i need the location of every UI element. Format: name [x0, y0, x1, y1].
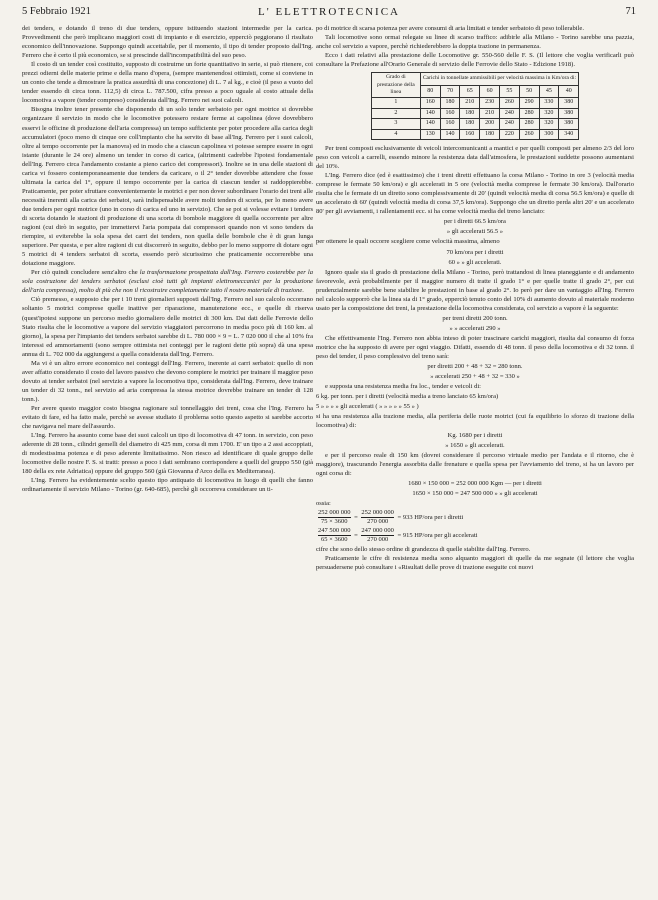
table-row [371, 108, 578, 118]
page-header [22, 6, 636, 22]
paragraph: L'Ing. Ferrero ha evidentemente scelto questo tipo antiquato di locomotiva in luogo di quelli che fanno ordinariamente il servizio Milano - Torino (gr. 640-685), perchè gli occorreva considerare un ti- [22, 477, 313, 494]
fraction-result: = 915 HP/ora per gli accelerati [397, 532, 478, 540]
paragraph: Ciò premesso, e supposto che per i 10 treni giornalieri supposti dall'Ing. Ferrero nel suo calcolo occorrano soltanto 5 motrici comprese quelle inattive per riparazione, manutenzione ecc., e quelle di riserva (quest'ipotesi suppone un percorso medio giornaliero delle motrici di 300 km. Dai dati delle Ferrovie dello Stato risulta che le locomotive a vapore del servizio viaggiatori percorrono in media poco più di 160 km. al giorno), la spesa per l'impianto dei tenders serbatoi sarebbe di L. 780 000 × 9 = L. 7 020 000 il che al 10% fra interessi ed ammortamenti (sono sempre ottimista nei conteggi per le ragioni dette più sopra) dà una spesa annua di L. 702 000 da aggiungersi a quella considerata dall'Ing. Ferrero. [22, 296, 313, 358]
equation-line: Kg. 1680 per i diretti [447, 432, 503, 440]
ossia-label: ossia: [316, 500, 331, 508]
journal-title: L' ELETTROTECNICA [258, 6, 400, 18]
table-cell: 210 [460, 98, 480, 108]
left-column [22, 24, 313, 892]
locomotive-load-table [371, 72, 579, 140]
speed-header: 50 [519, 85, 539, 98]
table-row [371, 98, 578, 108]
paragraph: L'Ing. Ferrero ha assunto come base dei suoi calcoli un tipo di locomotiva di 47 tonn. in servizio, con peso aderente di 28 tonn., cilindri gemelli del diametro di 425 mm, corsa di mm 1700. E' un tipo a 2 assi accoppiati, di modestissima potenza e di peso aderente limitatissimo. Non riesco ad identificare di quale gruppo delle locomotive delle nostre F. S. si tratti: presso a poco i dati sembrano corrispondere a quelli del gruppo 550 (già 180 della ex rete Adriatica) oppure del gruppo 560 (già Giovanna d'Arco della ex Mediterranea). [22, 432, 313, 476]
paragraph: L'Ing. Ferrero dice (ed è esattissimo) che i treni diretti effettuano la corsa Milano - Torino in ore 3 (velocità media comprese le fermate 50 km/ora) e gli accelerati in 5 ore (velocità media comprese le fermate 30 km/ora). Dall'orario risulta che le fermate di un diretto sono complessivamente di 20' (quindi velocità media di corsa 56.5 km/ora) e quelle di un accelerato di 60' (quindi velocità media di corsa 37,5 km/ora). Suppongo che un diretto perda altri 20' e un accelerato 80' per gli avviamenti, i rallentamenti ecc. si ha come velocità media del treno lanciato: [316, 172, 634, 216]
table-cell: 290 [519, 98, 539, 108]
paragraph: Ignoro quale sia il grado di prestazione della Milano - Torino, però trattandosi di linea pianeggiante e di andamento favorevole, avrà probabilmente per il maggior numero di tratte il grado 1° e per quelle tratte il grado 2°, per cui prudenzialmente sarebbe bene stabilire le prestazioni in base al grado 2°. Io però per dare un vantaggio all'Ing. Ferrero nel calcolo supporrò che la linea sia di 1° grado, epperciò tenuto conto del 10% di aumento dovuto al materiale moderno usato per la composizione dei treni, la prestazione della locomotiva considerata, col servizio a vapore è la seguente: [316, 268, 634, 312]
table-cell: 280 [519, 108, 539, 118]
grade-cell: 2 [371, 108, 420, 118]
table-cell: 380 [559, 98, 579, 108]
fraction [318, 527, 351, 544]
table-header-grade: Grado di prestazione della linea [371, 73, 420, 98]
table-cell: 160 [420, 98, 440, 108]
table-row [371, 129, 578, 139]
table-cell: 140 [420, 108, 440, 118]
fraction-equation: $\frac{252 000 000}{75 \times 3600}$ = $\frac{252 000 000}{270 000}$ = 933 HP/ora per i diretti [318, 509, 464, 526]
equation-line: » accelerati 250 + 48 + 32 = 330 » [430, 372, 520, 380]
equation-line: 1680 × 150 000 = 252 000 000 Kgm — per i diretti [408, 480, 542, 488]
speed-header: 70 [440, 85, 460, 98]
right-column [316, 24, 634, 892]
paragraph: Ecco i dati relativi alla prestazione delle Locomotive gr. 550-560 delle F. S. (Il lettore che voglia verificarli può consultare la Prefazione all'Orario Generale di servizio delle Ferrovie dello Stato - Edizione 1918). [316, 52, 634, 69]
paragraph: Ma vi è un altro errore economico nei conteggi dell'Ing. Ferrero, inerente ai carri serbatoi: quello di non aver affatto considerato il costo del lavoro passivo che devono compiere le motrici per trainare il maggior peso dovuto ai tender serbatoi (nel servizio a vapore la locomotiva tipo, considerata dall'Ing. Ferrero, deve trainare un tender di 32 tonn., nel servizio ad aria compressa la stessa motrice dovrebbe trainare un tender di 128 tonn.). [22, 359, 313, 403]
table-cell: 130 [420, 129, 440, 139]
equation-line: 70 km/ora per i diretti [446, 248, 504, 256]
equation-line: » » accelerati 290 » [449, 324, 501, 332]
equation-line: » gli accelerati 56.5 » [446, 228, 504, 236]
table-cell: 260 [499, 98, 519, 108]
table-cell: 140 [440, 129, 460, 139]
paragraph: cifre che sono dello stesso ordine di grandezza di quelle stabilite dall'Ing. Ferrero. [316, 546, 531, 554]
denominator: 270 000 [367, 518, 389, 526]
equation-line: 60 » » gli accelerati. [448, 258, 502, 266]
grade-cell: 4 [371, 129, 420, 139]
speed-header: 55 [499, 85, 519, 98]
fraction-result: = 933 HP/ora per i diretti [397, 514, 464, 522]
table-cell: 240 [499, 108, 519, 118]
table-cell: 340 [559, 129, 579, 139]
table-cell: 320 [539, 108, 559, 118]
numerator: 247 500 000 [318, 527, 351, 535]
table-cell: 330 [539, 98, 559, 108]
denominator: 75 × 3600 [321, 518, 348, 526]
table-cell: 180 [440, 98, 460, 108]
table-cell: 230 [480, 98, 500, 108]
table-cell: 180 [460, 119, 480, 129]
table-cell: 180 [460, 108, 480, 118]
issue-date: 5 Febbraio 1921 [22, 6, 91, 17]
denominator: 270 000 [367, 536, 389, 544]
table-row [371, 119, 578, 129]
equation-line: 1650 × 150 000 = 247 500 000 » » gli accelerati [412, 490, 538, 498]
paragraph-lead: Per ciò quindi concludere senz'altro che [31, 269, 140, 277]
numerator: 252 000 000 [361, 509, 394, 517]
table-cell: 160 [440, 108, 460, 118]
speed-header: 65 [460, 85, 480, 98]
paragraph: po di motrice di scarsa potenza per avere consumi di aria limitati e tender serbatoio di peso tollerabile. [316, 25, 584, 32]
paragraph: Praticamente le cifre di resistenza media sono alquanto maggiori di quelle da me segnate (il lettore che voglia persuadersene può consultare i «Risultati delle prove di trazione eseguite coi nuovi [316, 555, 634, 572]
speed-header: 60 [480, 85, 500, 98]
equation-line: per treni diretti 200 tonn. [442, 314, 508, 322]
table-cell: 200 [480, 119, 500, 129]
paragraph [22, 268, 313, 295]
paragraph: dei tenders, e dotando il treno di due tenders, oppure istituendo stazioni intermedie per la carica. Provvedimenti che però implicano maggiori costi di impianto e di esercizio, epperciò peggiorano il risultato economico dell'innovazione. Suppongo quindi accettabile, per il momento, il tipo di tender proposto dall'Ing. Ferrero che è certo il più economico, se si prescinde dall'incompatibilità del suo peso. [22, 25, 313, 60]
page-number: 71 [625, 6, 636, 17]
paragraph: si ha una resistenza alla trazione media, alla periferia delle ruote motrici (cui fa equilibrio lo sforzo di trazione della locomotiva) di: [316, 412, 634, 429]
equation-line: per i diretti 66.5 km/ora [444, 218, 506, 226]
equation-line: 5 » » » » gli accelerati ( » » » » » 55 » ) [316, 402, 419, 410]
paragraph: Per treni composti esclusivamente di veicoli intercomunicanti a mantici e per quelli composti per almeno 2/3 del loro peso con veicoli a carrelli, essendo minore la resistenza data dall'atmosfera, le prestazioni suddette possono aumentarsi del 10%. [316, 145, 634, 171]
equation-line: » 1650 » gli accelerati. [445, 442, 505, 450]
paragraph: Che effettivamente l'Ing. Ferrero non abbia inteso di poter trascinare carichi maggiori, risulta dal consumo di forza motrice che ha supposto di avere per ogni viaggio. Difatti, essendo di 48 tonn. il peso della locomotiva e di 32 tonn. il peso del tender, il peso complessivo del treno sarà: [316, 334, 634, 360]
table-cell: 240 [499, 119, 519, 129]
denominator: 65 × 3600 [321, 536, 348, 544]
table-cell: 380 [559, 119, 579, 129]
fraction [361, 509, 394, 526]
speed-header: 80 [420, 85, 440, 98]
italic-conclusion: la trasformazione prospettata dall'Ing. Ferrero costerebbe per la sola costruzione dei tenders serbatoi (esclusi cioè tutti gli impianti elettromeccanici per la produzione dell'aria compressa), molto di più che non il ricostruire completamente tutto il nostro materiale di trazione. [22, 269, 313, 295]
table-cell: 160 [440, 119, 460, 129]
paragraph: e supposta una resistenza media fra loc., tender e veicoli di: [325, 382, 481, 390]
table-cell: 180 [480, 129, 500, 139]
fraction-equation: $\frac{247 500 000}{65 \times 3600}$ = $\frac{247 000 000}{270 000}$ = 915 HP/ora per gli accelerati [318, 527, 478, 544]
paragraph: Il costo di un tender così costituito, supposto di costruirne un forte quantitativo in serie, si può ritenere, coi prezzi odierni delle materie prime e della mano d'opera, (sempre mantenendosi ottimisti, come si conviene in un conto che tende a dimostrare la pratica assurdità di una concezione) di L. 7 al kg., e cioè (il peso a vuoto del tender essendo di circa tonn. 112,5) di circa L. 787.500, cifra presso a poco uguale al costo attuale della locomotiva a vapore (tender compreso) considerata dall'Ing. Ferrero nei suoi calcoli. [22, 61, 313, 105]
table-cell: 380 [559, 108, 579, 118]
speed-header: 45 [539, 85, 559, 98]
fraction [318, 509, 351, 526]
paragraph: Bisogna inoltre tener presente che disponendo di un solo tender serbatoio per ogni motrice si dovrebbe organizzare il servizio in modo che le locomotive potessero restare ferme ai capolinea (dove dovrebbero esservi le officine di produzione dell'aria compressa) un tempo sufficiente per poter procedere alla carica degli accumulatori (poco meno di cinque ore coll'impianto che ha servito di base all'Ing. Ferrero per i suoi calcoli, oltre al tempo occorrente per la manovra) ed in modo che a ciascun capolinea vi potesse sempre essere in ogni istante (durante le 24 ore) almeno un tender in corso di carica, (altrimenti cadrebbe l'ipotesi fondamentale dell'Ing. Ferrero circa l'andamento costante a pieno carico dei compressori). Inoltre se in una delle stazioni di carica vi fossero contemporaneamente due tenders da caricare, o il 2° tender dovrebbe attendere che fosse ultimata la carica del 1°, oppure il tempo occorrente per la carica di ciascun tender si raddoppierebbe. Praticamente, per poter sfruttare convenientemente le motrici e per non dover subordinare l'orario dei treni alle necessità inerenti alla carica dei serbatoi, sarà indispensabile avere molti tenders di scorta, per lo meno avere due tenders per ogni motrice (uno in corso di carica ed uno in servizio). Che se poi si volesse evitare i tenders di scorta dotando le stazioni di produzione di una scorta di bombole maggiore di quella occorrente per altre ragioni (cui dirò in seguito, per immettervi l'aria pompata dai compressori quando non vi sono tenders da riempire, si eviterebbe la sola spesa dei carri dei tenders, non quella delle bombole che è di gran lunga superiore. Per questa, e per altre ragioni di cui discorrerò in seguito, debbo per lo meno supporre di dotare ogni 5 motrici di 4 tenders serbatoi di scorta, essendo però sicurissimo che praticamente occorrerebbe una dotazione maggiore. [22, 106, 313, 268]
paragraph: e per il percorso reale di 150 km (dovrei considerare il percorso virtuale medio per l'andata e il ritorno, che è maggiore), trascurando l'energia assorbita dalle frenature e quella spesa per l'avviamento del treno, si ha un lavoro per ogni corsa di: [316, 452, 634, 478]
table-cell: 320 [539, 119, 559, 129]
table-header-group: Carichi in tonnellate ammissibili per velocità massima in Km/ora di: [420, 73, 578, 86]
equation-line: 6 kg. per tonn. per i diretti (velocità media a treno lanciato 65 km/ora) [316, 392, 499, 400]
table-cell: 140 [420, 119, 440, 129]
table-cell: 220 [499, 129, 519, 139]
numerator: 247 000 000 [361, 527, 394, 535]
table-cell: 280 [519, 119, 539, 129]
table-cell: 260 [519, 129, 539, 139]
paragraph: Tali locomotive sono ormai relegate su linee di scarso traffico: adibirle alla Milano - Torino sarebbe una pazzia, anche col servizio a vapore, perchè richiederebbero la doppia trazione in permanenza. [316, 34, 634, 51]
paragraph: per ottenere le quali occorre scegliere come velocità massima, almeno [316, 238, 500, 246]
table-cell: 210 [480, 108, 500, 118]
numerator: 252 000 000 [318, 509, 351, 517]
equation-line: per diretti 200 + 48 + 32 = 280 tonn. [427, 362, 523, 370]
table-cell: 160 [460, 129, 480, 139]
speed-header: 40 [559, 85, 579, 98]
table-cell: 300 [539, 129, 559, 139]
paragraph: Per avere questo maggior costo bisogna ragionare sul tonnellaggio dei treni, cosa che l'Ing. Ferrero ha evitato di fare, ed ha fatto male, perchè se avesse studiato il problema sotto questo aspetto si sarebbe accorto che navigava nel mare dell'assurdo. [22, 404, 313, 431]
grade-cell: 1 [371, 98, 420, 108]
grade-cell: 3 [371, 119, 420, 129]
fraction [361, 527, 394, 544]
